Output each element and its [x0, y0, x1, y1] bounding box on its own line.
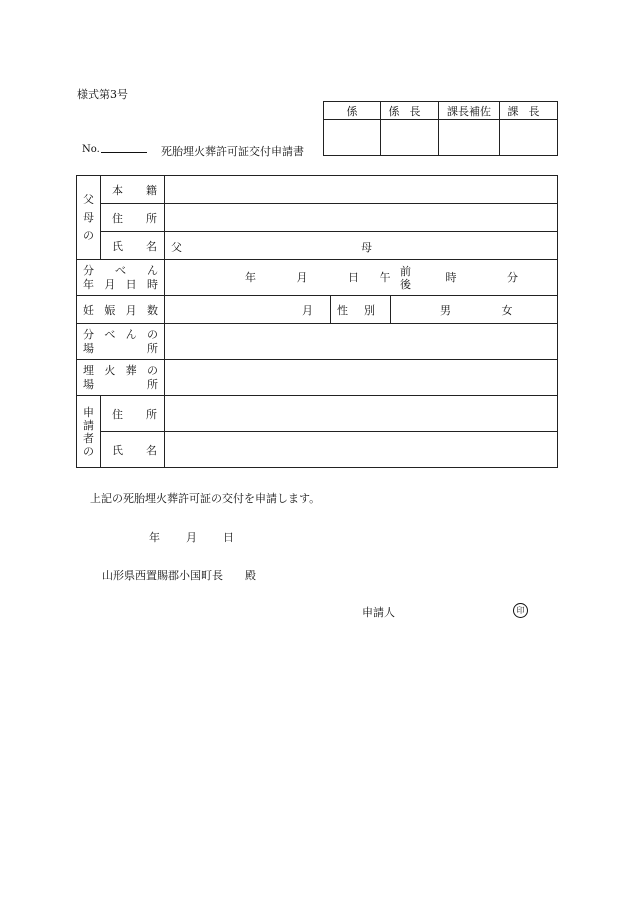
approval-stamp-box[interactable]: [439, 120, 500, 156]
applicant-name-label: 氏 名: [101, 432, 165, 468]
approval-stamp-box[interactable]: [324, 120, 381, 156]
sex-label: 性 別: [331, 296, 391, 324]
male-option[interactable]: 男: [440, 303, 451, 317]
noon-unit: 午: [379, 270, 391, 284]
approval-stamp-box[interactable]: [381, 120, 439, 156]
addressee-name: 山形県西置賜郡小国町長: [102, 569, 223, 582]
birth-place-field[interactable]: [165, 324, 558, 360]
cremation-place-field[interactable]: [165, 360, 558, 396]
applicant-address-field[interactable]: [165, 396, 558, 432]
applicant-name-field[interactable]: [165, 432, 558, 468]
day-unit: 日: [223, 531, 234, 544]
parents-address-label: 住 所: [101, 204, 165, 232]
approval-header-hosa: 課長補佐: [439, 102, 500, 120]
application-statement: 上記の死胎埋火葬許可証の交付を申請します。: [90, 492, 321, 505]
birth-datetime-field[interactable]: [165, 260, 558, 296]
document-title: 死胎埋火葬許可証交付申請書: [161, 145, 304, 158]
seal-mark: 印: [513, 603, 528, 618]
hour-unit: 時: [445, 270, 457, 284]
year-unit: 年: [149, 531, 160, 544]
parents-name-label: 氏 名: [101, 232, 165, 260]
number-label: No.: [82, 144, 100, 155]
month-unit: 月: [302, 303, 313, 317]
addressee: [102, 567, 256, 583]
year-unit: 年: [245, 270, 256, 284]
applicant-address-label: 住 所: [101, 396, 165, 432]
father-label: 父: [171, 240, 182, 254]
parents-address-field[interactable]: [165, 204, 558, 232]
approval-header-kakaricho: 係長: [381, 102, 439, 120]
month-unit: 月: [186, 531, 197, 544]
day-unit: 日: [348, 270, 359, 284]
approval-stamp-box[interactable]: [500, 120, 558, 156]
parents-name-field[interactable]: [165, 232, 558, 260]
female-option[interactable]: 女: [501, 303, 513, 317]
am-pm-selector[interactable]: 前 後: [400, 264, 411, 291]
month-unit: 月: [296, 270, 308, 284]
pregnancy-months-field[interactable]: [165, 296, 331, 324]
application-form-table: [76, 175, 558, 468]
application-date[interactable]: [149, 529, 260, 545]
minute-unit: 分: [507, 270, 518, 284]
pregnancy-months-label: 妊 娠 月 数: [77, 296, 165, 324]
number-field[interactable]: [101, 152, 147, 153]
parents-group-label: 父 母 の: [77, 176, 101, 260]
approval-header-kacho: 課長: [500, 102, 558, 120]
honseki-field[interactable]: [165, 176, 558, 204]
birth-place-label: 分 べ ん の 場 所: [77, 324, 165, 360]
cremation-place-label: 埋 火 葬 の 場 所: [77, 360, 165, 396]
applicant-group-label: 申 請 者 の: [77, 396, 101, 468]
addressee-honorific: 殿: [245, 569, 256, 582]
mother-label: 母: [361, 240, 372, 254]
birth-datetime-label: 分 べ ん 年 月 日 時: [77, 260, 165, 296]
honseki-label: 本 籍: [101, 176, 165, 204]
approval-header-kakari: 係: [324, 102, 381, 120]
approval-stamp-table: [323, 101, 558, 156]
sex-field[interactable]: [391, 296, 558, 324]
applicant-label: 申請人: [362, 606, 395, 619]
form-number: 様式第3号: [77, 88, 128, 101]
